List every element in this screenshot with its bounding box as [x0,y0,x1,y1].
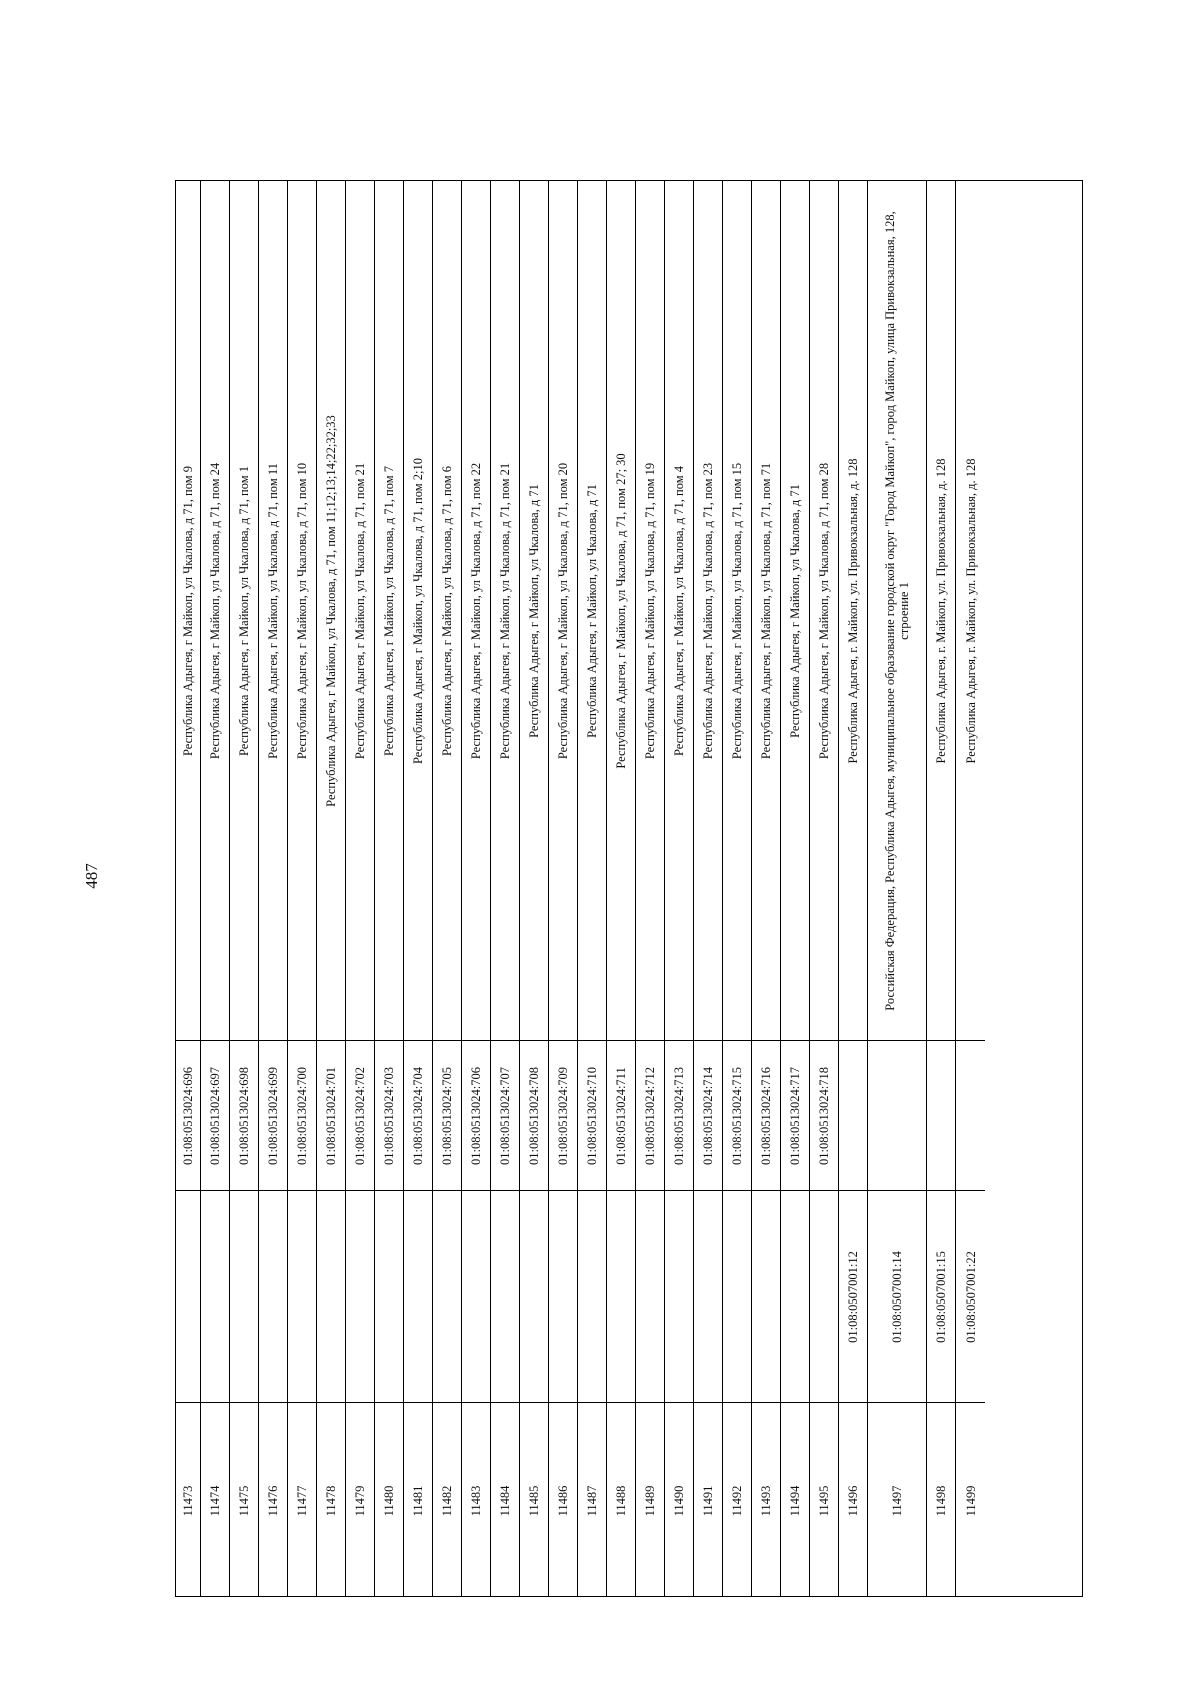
cadastral-number-building-cell [288,1041,316,1191]
row-number-cell [868,1403,926,1598]
cadastral-number-building: 01:08:0513024:710 [585,1066,599,1165]
address: Республика Адыгея, г Майкоп, ул Чкалова, д 71, пом 20 [556,462,570,759]
address: Республика Адыгея, г Майкоп, ул Чкалова, д 71, пом 7 [382,465,396,756]
address: Республика Адыгея, г Майкоп, ул Чкалова, д 71, пом 9 [181,465,195,756]
row-number-cell [259,1403,287,1598]
address-cell [288,181,316,1041]
cadastral-number-building: 01:08:0513024:716 [759,1066,773,1165]
cadastral-number-building-cell [491,1041,519,1191]
cadastral-number-land-cell [259,1191,287,1403]
table-row [404,181,433,1596]
table-row [230,181,259,1596]
cadastral-number-land-cell [607,1191,635,1403]
row-number: 11486 [556,1485,570,1516]
cadastral-number-building: 01:08:0513024:708 [527,1066,541,1165]
table-row [839,181,868,1596]
cadastral-number-building-cell [404,1041,432,1191]
cadastral-number-building: 01:08:0513024:718 [817,1066,831,1165]
table-row [723,181,752,1596]
cadastral-number-land-cell [868,1191,926,1403]
cadastral-number-building: 01:08:0513024:701 [324,1066,338,1165]
row-number: 11476 [266,1485,280,1516]
table-row [810,181,839,1596]
cadastral-number-building-cell [346,1041,374,1191]
table-row [259,181,288,1596]
cadastral-number-building: 01:08:0513024:715 [730,1066,744,1165]
cadastral-number-land-cell [636,1191,664,1403]
cadastral-number-land-cell [927,1191,955,1403]
table-row [549,181,578,1596]
table-row [201,181,230,1596]
address: Республика Адыгея, г Майкоп, ул Чкалова, д 71, пом 19 [643,462,657,759]
address: Республика Адыгея, г Майкоп, ул Чкалова, д 71, пом 15 [730,462,744,759]
cadastral-number-building-cell [230,1041,258,1191]
row-number: 11490 [672,1485,686,1516]
cadastral-number-building: 01:08:0513024:697 [208,1066,222,1165]
address: Республика Адыгея, г Майкоп, ул Чкалова, д 71, пом 21 [498,462,512,759]
cadastral-number-land: 01:08:0507001:14 [890,1250,904,1343]
row-number: 11491 [701,1485,715,1516]
page-number: 487 [82,863,101,889]
cadastral-number-land-cell [839,1191,867,1403]
row-number-cell [636,1403,664,1598]
row-number: 11495 [817,1485,831,1516]
cadastral-number-building: 01:08:0513024:711 [614,1066,628,1165]
row-number-cell [810,1403,838,1598]
cadastral-number-land-cell [810,1191,838,1403]
cadastral-number-building-cell [868,1041,926,1191]
cadastral-number-building-cell [839,1041,867,1191]
address-cell [259,181,287,1041]
address-cell [578,181,606,1041]
cadastral-number-building: 01:08:0513024:699 [266,1066,280,1165]
cadastral-number-building: 01:08:0513024:712 [643,1066,657,1165]
table-row [781,181,810,1596]
address: Республика Адыгея, г. Майкоп, ул. Привокзальная, д. 128 [934,457,948,764]
address-cell [491,181,519,1041]
row-number: 11488 [614,1485,628,1516]
table-row [520,181,549,1596]
row-number: 11475 [237,1485,251,1516]
cadastral-number-land-cell [956,1191,985,1403]
cadastral-number-building-cell [375,1041,403,1191]
address-cell [462,181,490,1041]
row-number: 11480 [382,1485,396,1516]
address-cell [201,181,229,1041]
address-cell [520,181,548,1041]
address-cell [433,181,461,1041]
table-row [433,181,462,1596]
cadastral-number-land-cell [781,1191,809,1403]
address: Республика Адыгея, г Майкоп, ул Чкалова, д 71, пом 28 [817,462,831,759]
table-row [491,181,520,1596]
cadastral-number-building-cell [607,1041,635,1191]
address-cell [868,181,926,1041]
registry-table [175,180,1083,1597]
table-row [578,181,607,1596]
cadastral-number-land: 01:08:0507001:22 [963,1250,978,1343]
address: Республика Адыгея, г Майкоп, ул Чкалова, д 71, пом 4 [672,465,686,756]
cadastral-number-land-cell [404,1191,432,1403]
address-cell [956,181,985,1041]
row-number: 11474 [208,1485,222,1516]
address-cell [346,181,374,1041]
address: Республика Адыгея, г Майкоп, ул Чкалова, д 71, пом 10 [295,462,309,759]
row-number: 11497 [890,1485,904,1516]
table-row [317,181,346,1596]
row-number-cell [781,1403,809,1598]
row-number-cell [723,1403,751,1598]
table-row [636,181,665,1596]
cadastral-number-land-cell [230,1191,258,1403]
address-cell [230,181,258,1041]
cadastral-number-land-cell [288,1191,316,1403]
cadastral-number-land-cell [549,1191,577,1403]
table-row [462,181,491,1596]
row-number: 11482 [440,1485,454,1516]
cadastral-number-building: 01:08:0513024:703 [382,1066,396,1165]
row-number: 11473 [181,1485,195,1516]
address-cell [375,181,403,1041]
row-number: 11487 [585,1485,599,1516]
address-cell [404,181,432,1041]
cadastral-number-building: 01:08:0513024:705 [440,1066,454,1165]
row-number: 11494 [788,1485,802,1516]
table-row [288,181,317,1596]
address-cell [549,181,577,1041]
row-number-cell [956,1403,985,1598]
address: Республика Адыгея, г Майкоп, ул Чкалова, д 71, пом 1 [237,465,251,756]
cadastral-number-building-cell [549,1041,577,1191]
cadastral-number-building-cell [694,1041,722,1191]
row-number-cell [288,1403,316,1598]
address: Республика Адыгея, г Майкоп, ул Чкалова, д 71, пом 23 [701,462,715,759]
row-number: 11489 [643,1485,657,1516]
cadastral-number-building: 01:08:0513024:704 [411,1066,425,1165]
row-number-cell [549,1403,577,1598]
address: Республика Адыгея, г. Майкоп, ул. Привокзальная, д. 128 [963,457,978,764]
row-number-cell [346,1403,374,1598]
cadastral-number-building: 01:08:0513024:702 [353,1066,367,1165]
cadastral-number-land-cell [694,1191,722,1403]
row-number-cell [520,1403,548,1598]
cadastral-number-building-cell [520,1041,548,1191]
address-cell [317,181,345,1041]
table-row [752,181,781,1596]
table-row [927,181,956,1596]
row-number: 11498 [934,1485,948,1516]
row-number-cell [462,1403,490,1598]
row-number-cell [694,1403,722,1598]
row-number-cell [752,1403,780,1598]
cadastral-number-building: 01:08:0513024:714 [701,1066,715,1165]
row-number-cell [404,1403,432,1598]
row-number: 11477 [295,1485,309,1516]
row-number-cell [578,1403,606,1598]
cadastral-number-land-cell [375,1191,403,1403]
address: Российская Федерация, Республика Адыгея, муниципальное образование городской округ "Город Майкоп", город Майкоп, улица Привокзальная, 128, строение 1 [883,210,911,1011]
address: Республика Адыгея, г Майкоп, ул Чкалова, д 71 [585,483,599,738]
address: Республика Адыгея, г. Майкоп, ул. Привокзальная, д. 128 [846,457,860,764]
address: Республика Адыгея, г Майкоп, ул Чкалова, д 71, пом 2;10 [411,457,425,764]
cadastral-number-land-cell [433,1191,461,1403]
cadastral-number-building-cell [578,1041,606,1191]
table-row [607,181,636,1596]
row-number-cell [201,1403,229,1598]
cadastral-number-building: 01:08:0513024:707 [498,1066,512,1165]
cadastral-number-building: 01:08:0513024:709 [556,1066,570,1165]
address: Республика Адыгея, г Майкоп, ул Чкалова, д 71, пом 27; 30 [614,452,628,769]
address: Республика Адыгея, г Майкоп, ул Чкалова, д 71, пом 22 [469,462,483,759]
cadastral-number-land-cell [176,1191,200,1403]
address: Республика Адыгея, г Майкоп, ул Чкалова, д 71, пом 24 [208,462,222,759]
cadastral-number-building-cell [201,1041,229,1191]
cadastral-number-building-cell [781,1041,809,1191]
row-number-cell [607,1403,635,1598]
row-number: 11499 [963,1485,978,1516]
address: Республика Адыгея, г Майкоп, ул Чкалова, д 71, пом 11 [266,462,280,759]
cadastral-number-land-cell [346,1191,374,1403]
address: Республика Адыгея, г Майкоп, ул Чкалова, д 71, пом 21 [353,462,367,759]
address-cell [752,181,780,1041]
cadastral-number-land-cell [578,1191,606,1403]
address-cell [665,181,693,1041]
cadastral-number-land-cell [752,1191,780,1403]
row-number-cell [230,1403,258,1598]
cadastral-number-land-cell [462,1191,490,1403]
cadastral-number-building-cell [665,1041,693,1191]
address-cell [176,181,200,1041]
cadastral-number-building-cell [259,1041,287,1191]
address: Республика Адыгея, г Майкоп, ул Чкалова, д 71 [788,483,802,738]
address: Республика Адыгея, г Майкоп, ул Чкалова, д 71 [527,483,541,738]
address-cell [781,181,809,1041]
cadastral-number-building-cell [723,1041,751,1191]
cadastral-number-building: 01:08:0513024:696 [181,1066,195,1165]
address-cell [810,181,838,1041]
cadastral-number-building: 01:08:0513024:700 [295,1066,309,1165]
cadastral-number-building-cell [636,1041,664,1191]
row-number-cell [375,1403,403,1598]
cadastral-number-building-cell [927,1041,955,1191]
table-row [956,181,985,1596]
cadastral-number-building-cell [433,1041,461,1191]
row-number-cell [317,1403,345,1598]
cadastral-number-building-cell [317,1041,345,1191]
address: Республика Адыгея, г Майкоп, ул Чкалова, д 71, пом 11;12;13;14;22;32;33 [324,414,338,807]
cadastral-number-land-cell [723,1191,751,1403]
row-number-cell [839,1403,867,1598]
address: Республика Адыгея, г Майкоп, ул Чкалова, д 71, пом 71 [759,462,773,759]
cadastral-number-building-cell [176,1041,200,1191]
address-cell [636,181,664,1041]
cadastral-number-land-cell [491,1191,519,1403]
row-number: 11478 [324,1485,338,1516]
table-row [375,181,404,1596]
address-cell [694,181,722,1041]
row-number: 11496 [846,1485,860,1516]
cadastral-number-land: 01:08:0507001:15 [934,1250,948,1343]
row-number: 11483 [469,1485,483,1516]
table-row [665,181,694,1596]
table-row [868,181,927,1596]
cadastral-number-land-cell [665,1191,693,1403]
table-row [694,181,723,1596]
row-number: 11484 [498,1485,512,1516]
address-cell [839,181,867,1041]
cadastral-number-land-cell [317,1191,345,1403]
cadastral-number-building: 01:08:0513024:713 [672,1066,686,1165]
cadastral-number-land-cell [201,1191,229,1403]
cadastral-number-building-cell [956,1041,985,1191]
row-number: 11479 [353,1485,367,1516]
table-row [346,181,375,1596]
cadastral-number-building-cell [810,1041,838,1191]
row-number: 11493 [759,1485,773,1516]
row-number-cell [665,1403,693,1598]
address-cell [723,181,751,1041]
row-number: 11492 [730,1485,744,1516]
cadastral-number-building: 01:08:0513024:706 [469,1066,483,1165]
table-row [176,181,201,1596]
row-number-cell [176,1403,200,1598]
row-number-cell [433,1403,461,1598]
cadastral-number-building-cell [462,1041,490,1191]
row-number-cell [491,1403,519,1598]
row-number-cell [927,1403,955,1598]
cadastral-number-land-cell [520,1191,548,1403]
address-cell [927,181,955,1041]
row-number: 11485 [527,1485,541,1516]
cadastral-number-land: 01:08:0507001:12 [846,1250,860,1343]
address-cell [607,181,635,1041]
address: Республика Адыгея, г Майкоп, ул Чкалова, д 71, пом 6 [440,465,454,756]
cadastral-number-building-cell [752,1041,780,1191]
row-number: 11481 [411,1485,425,1516]
cadastral-number-building: 01:08:0513024:717 [788,1066,802,1165]
cadastral-number-building: 01:08:0513024:698 [237,1066,251,1165]
